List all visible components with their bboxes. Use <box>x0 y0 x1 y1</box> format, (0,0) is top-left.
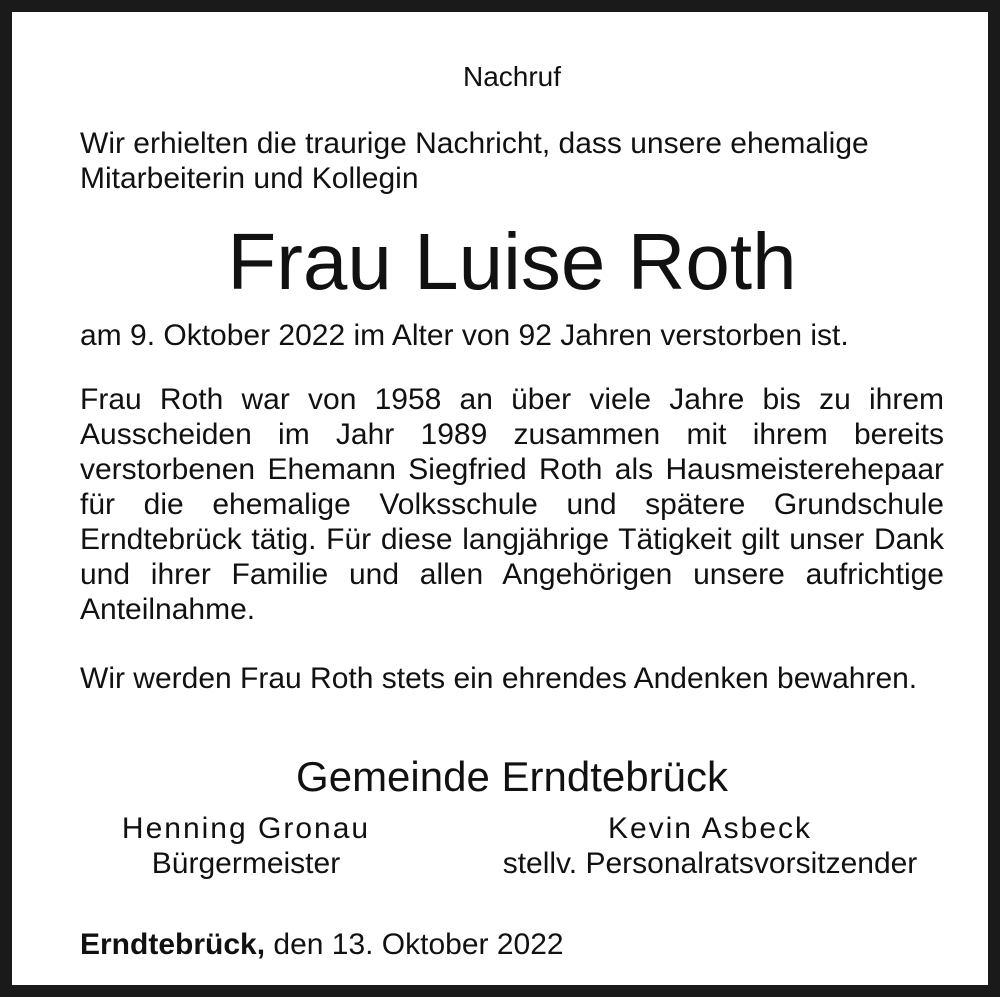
deceased-name: Frau Luise Roth <box>227 217 797 306</box>
biography-paragraph: Frau Roth war von 1958 an über viele Jahre bis zu ihrem Ausscheiden im Jahr 1989 zusammen mit ihrem bereits verstorbenen Ehemann Siegfried Roth als Hausmeisterehepaar für die ehemalige Volksschule und spätere Grundschule Erndtebrück tätig. Für diese langjährige Tätigkeit gilt unser Dank und ihrer Familie und allen Angehörigen unsere aufrichtige Anteilnahme. <box>80 383 944 626</box>
signatory-left <box>46 811 446 881</box>
place-date-line <box>80 927 944 963</box>
signatory-name: Henning Gronau <box>121 812 371 845</box>
intro-line-1: Wir erhielten die traurige Nachricht, dass unsere ehemalige <box>80 127 869 160</box>
remembrance-paragraph: Wir werden Frau Roth stets ein ehrendes Andenken bewahren. <box>80 662 918 695</box>
death-date-text: am 9. Oktober 2022 im Alter von 92 Jahren verstorben ist. <box>80 319 849 352</box>
intro-text <box>80 126 944 196</box>
organization-name: Gemeinde Erndtebrück <box>296 753 728 800</box>
footer-date: den 13. Oktober 2022 <box>265 928 564 961</box>
footer-place: Erndtebrück, <box>80 928 266 961</box>
signatory-role: stellv. Personalratsvorsitzender <box>502 847 918 880</box>
signatory-right <box>460 811 960 881</box>
notice-heading: Nachruf <box>462 61 562 92</box>
signatory-role: Bürgermeister <box>151 847 341 880</box>
intro-line-2: Mitarbeiterin und Kollegin <box>80 162 419 195</box>
signatory-name: Kevin Asbeck <box>607 812 813 845</box>
